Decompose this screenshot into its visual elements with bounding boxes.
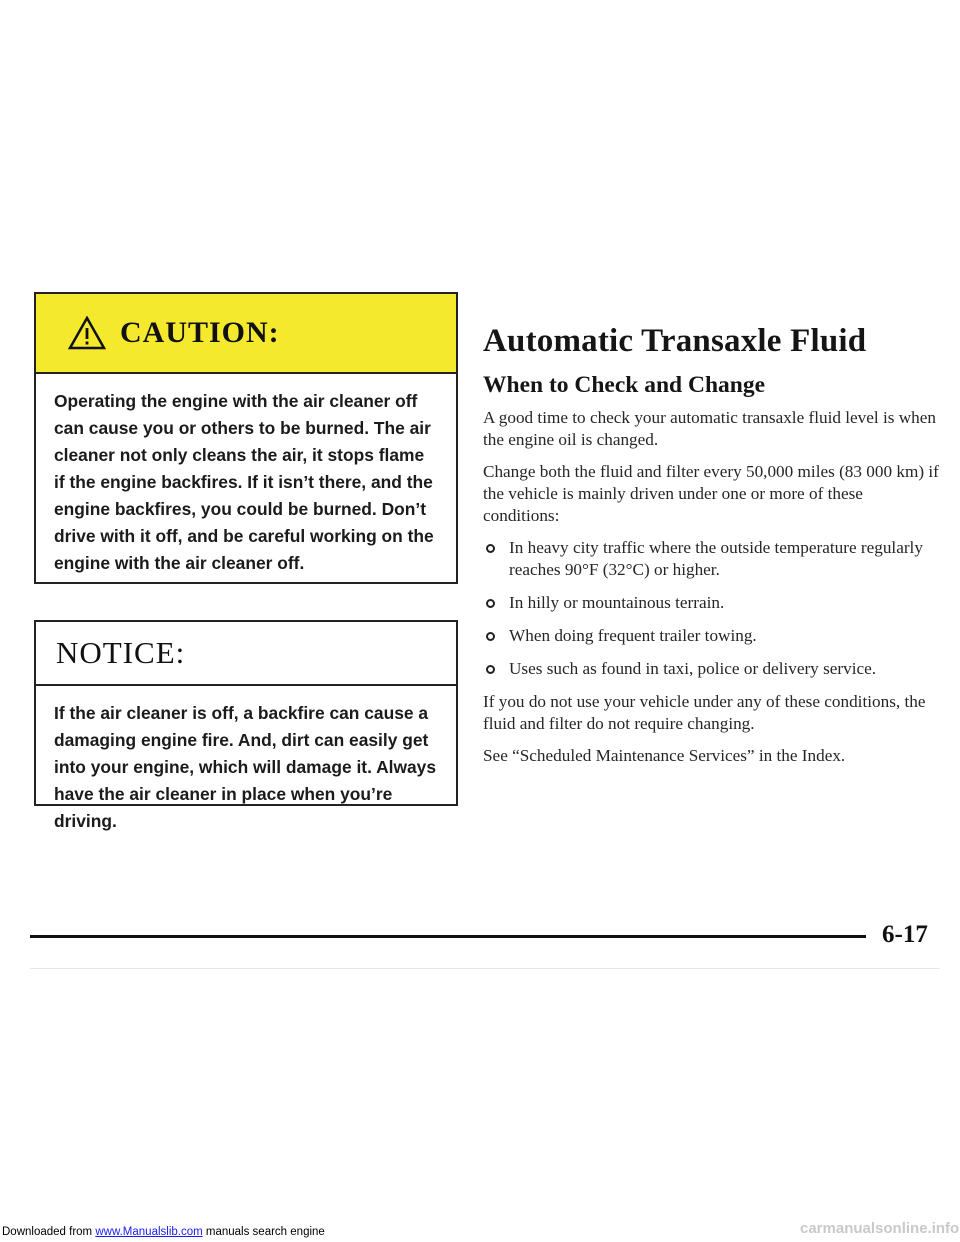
manualslib-link[interactable]: www.Manualslib.com (95, 1226, 203, 1238)
page-number: 6-17 (882, 921, 928, 948)
download-credit-prefix: Downloaded from (2, 1226, 96, 1238)
top-margin (0, 0, 960, 276)
see-index-paragraph: See “Scheduled Maintenance Services” in the Index. (483, 746, 846, 765)
bullet-icon (486, 544, 495, 553)
warning-triangle-icon (68, 316, 106, 350)
download-credit (2, 1226, 325, 1238)
site-watermark: carmanualsonline.info (800, 1220, 960, 1237)
list-item (483, 592, 943, 614)
list-item-text: When doing frequent trailer towing. (509, 626, 757, 645)
main-content (483, 323, 943, 777)
section-title: Automatic Transaxle Fluid (483, 323, 867, 359)
change-interval-paragraph: Change both the fluid and filter every 50,000 miles (83 000 km) if the vehicle is mainly driven under one or more of these conditions: (483, 462, 939, 525)
download-credit-suffix: manuals search engine (202, 1226, 325, 1238)
intro-paragraph: A good time to check your automatic transaxle fluid level is when the engine oil is changed. (483, 408, 936, 449)
bullet-icon (486, 632, 495, 641)
list-item-text: In hilly or mountainous terrain. (509, 593, 725, 612)
bullet-icon (486, 599, 495, 608)
subsection-title: When to Check and Change (483, 372, 766, 398)
divider (30, 968, 940, 969)
no-change-paragraph: If you do not use your vehicle under any of these conditions, the fluid and filter do not require changing. (483, 692, 926, 733)
list-item-text: Uses such as found in taxi, police or delivery service. (509, 659, 877, 678)
caution-header (36, 294, 456, 374)
list-item (483, 625, 943, 647)
footer-rule (30, 935, 866, 938)
caution-box (34, 292, 458, 584)
list-item (483, 658, 943, 680)
list-item (483, 537, 943, 581)
notice-header (36, 622, 456, 686)
caution-text: Operating the engine with the air cleaner off can cause you or others to be burned. The air cleaner not only cleans the air, it stops flame if the engine backfires. If it isn’t there, and the engine backfires, you could be burned. Don’t drive with it off, and be careful working on the engine with the air cleaner off. (54, 391, 434, 573)
notice-box (34, 620, 458, 831)
notice-title: NOTICE: (56, 635, 186, 670)
bullet-icon (486, 665, 495, 674)
notice-text: If the air cleaner is off, a backfire can cause a damaging engine fire. And, dirt can easily get into your engine, which will damage it. Always have the air cleaner in place when you’re driving. (54, 703, 437, 831)
caution-title: CAUTION: (120, 316, 280, 349)
list-item-text: In heavy city traffic where the outside temperature regularly reaches 90°F (32°C) or higher. (509, 538, 923, 579)
conditions-list (483, 537, 943, 680)
